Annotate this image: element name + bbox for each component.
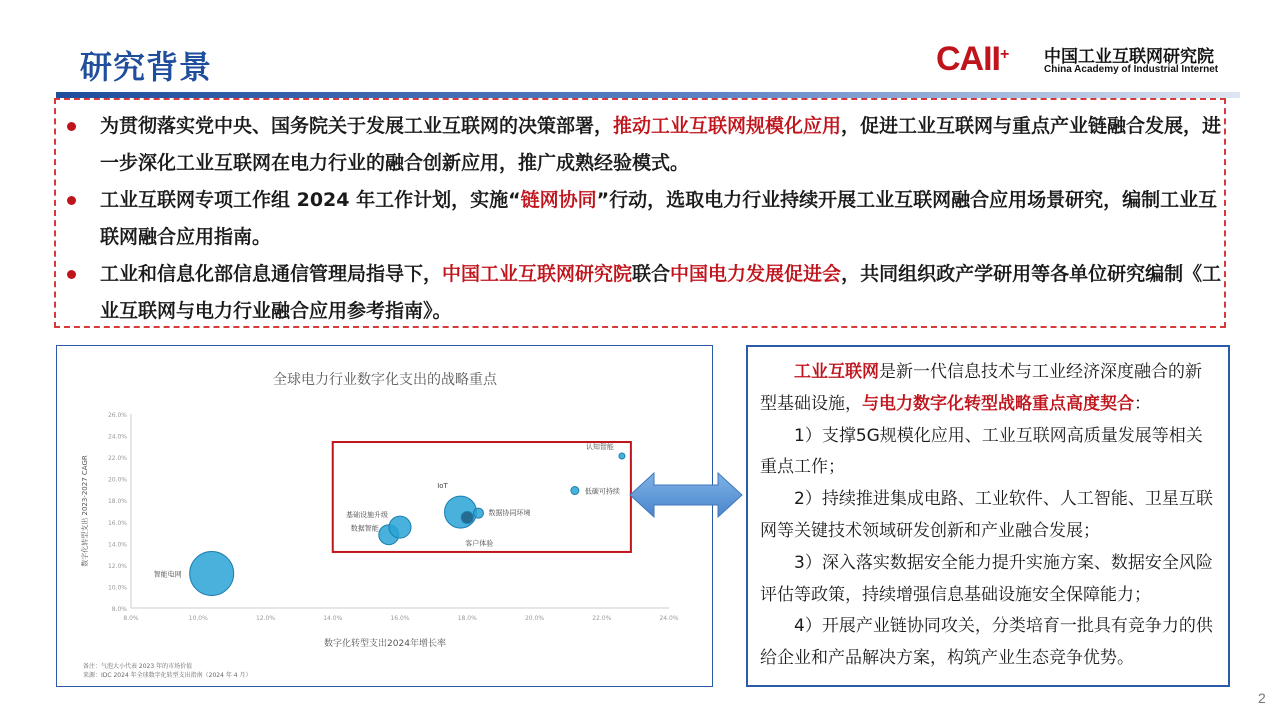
chart-title: 全球电力行业数字化支出的战略重点: [273, 372, 497, 388]
x-tick-label: 18.0%: [457, 615, 477, 622]
bullet-dot: [67, 122, 76, 131]
bubble-point: [619, 453, 625, 459]
y-tick-label: 24.0%: [107, 433, 127, 441]
list-item: 4）开展产业链协同攻关，分类培育一批具有竞争力的供给企业和产品解决方案，构筑产业生态竞争优势。: [760, 616, 1213, 669]
bubble-label: IoT: [437, 482, 448, 491]
x-tick-label: 16.0%: [390, 615, 410, 622]
bubble-point: [389, 516, 411, 538]
y-tick-label: 16.0%: [107, 519, 127, 527]
bullet-2: 工业互联网专项工作组 2024 年工作计划，实施“链网协同”行动，选取电力行业持续开展工业互联网融合应用场景研究，编制工业互联网融合应用指南。: [100, 182, 1224, 256]
intro-paragraph: 工业互联网是新一代信息技术与工业经济深度融合的新型基础设施，与电力数字化转型战略重点高度契合：: [760, 362, 1202, 414]
x-tick-label: 10.0%: [188, 615, 208, 622]
page-title: 研究背景: [80, 48, 213, 86]
y-tick-label: 20.0%: [107, 476, 127, 484]
y-tick-label: 22.0%: [107, 455, 127, 463]
bubble-label: 客户体验: [465, 539, 494, 548]
x-tick-label: 22.0%: [592, 615, 612, 622]
highlight-box: [333, 442, 631, 552]
y-axis-label: 数字化转型支出 2023-2027 CAGR: [81, 455, 89, 567]
bubble-label: 基础设施升级: [346, 511, 388, 520]
list-item: 2）持续推进集成电路、工业软件、人工智能、卫星互联网等关键技术领域研发创新和产业融合发展；: [760, 489, 1213, 541]
bubble-point: [445, 496, 477, 528]
x-tick-label: 20.0%: [524, 615, 545, 622]
bullet-1: 为贯彻落实党中央、国务院关于发展工业互联网的决策部署，推动工业互联网规模化应用，促进工业互联网与重点产业链融合发展，进一步深化工业互联网在电力行业的融合创新应用，推广成熟经验模式。: [100, 108, 1224, 182]
list-item: 3）深入落实数据安全能力提升实施方案、数据安全风险评估等政策，持续增强信息基础设施安全保障能力；: [760, 552, 1213, 605]
infrastructure-text-panel: [746, 345, 1230, 687]
logo-english-name: China Academy of Industrial Internet: [1044, 64, 1219, 75]
background-bullets-box: [54, 98, 1226, 328]
bubble-label: 低碳可持续: [584, 487, 620, 496]
bubble-label: 数据协同环境: [488, 509, 531, 518]
bubble-label: 数据智能: [350, 524, 379, 533]
bubble-label: 智能电网: [153, 570, 182, 579]
y-tick-label: 14.0%: [107, 541, 127, 549]
bullet-3: 工业和信息化部信息通信管理局指导下，中国工业互联网研究院联合中国电力发展促进会，共同组织政产学研用等各单位研究编制《工业互联网与电力行业融合应用参考指南》。: [100, 256, 1224, 330]
bubble-point: [461, 511, 473, 523]
logo-chinese-name: 中国工业互联网研究院: [1044, 47, 1214, 67]
bubble-point: [190, 552, 234, 596]
x-tick-label: 14.0%: [323, 615, 343, 622]
double-arrow-icon: [628, 470, 744, 520]
x-tick-label: 8.0%: [123, 615, 139, 622]
page-number: 2: [1258, 690, 1266, 706]
bubble-chart: [57, 346, 714, 688]
bubble-label: 认知智能: [585, 443, 614, 452]
y-tick-label: 8.0%: [111, 606, 127, 613]
bullet-dot: [67, 270, 76, 279]
list-item: 1）支撑5G规模化应用、工业互联网高质量发展等相关重点工作；: [760, 425, 1203, 478]
y-tick-label: 10.0%: [107, 584, 127, 592]
logo-mark: CAII+: [936, 40, 1009, 78]
y-tick-label: 12.0%: [107, 562, 127, 570]
y-tick-label: 18.0%: [107, 498, 127, 506]
x-tick-label: 12.0%: [255, 615, 276, 622]
logo: [936, 40, 1236, 80]
y-tick-label: 26.0%: [107, 412, 127, 419]
bubble-point: [571, 487, 579, 495]
bubble-point: [473, 508, 483, 518]
x-tick-label: 24.0%: [659, 615, 679, 622]
chart-panel: [56, 345, 713, 687]
bullet-dot: [67, 196, 76, 205]
x-axis-label: 数字化转型支出2024年增长率: [324, 639, 446, 649]
chart-note: 备注：气泡大小代表 2023 年的市场价值: [83, 663, 193, 670]
chart-source: 来源：IDC 2024 年全球数字化转型支出指南（2024 年 4 月）: [83, 672, 252, 679]
